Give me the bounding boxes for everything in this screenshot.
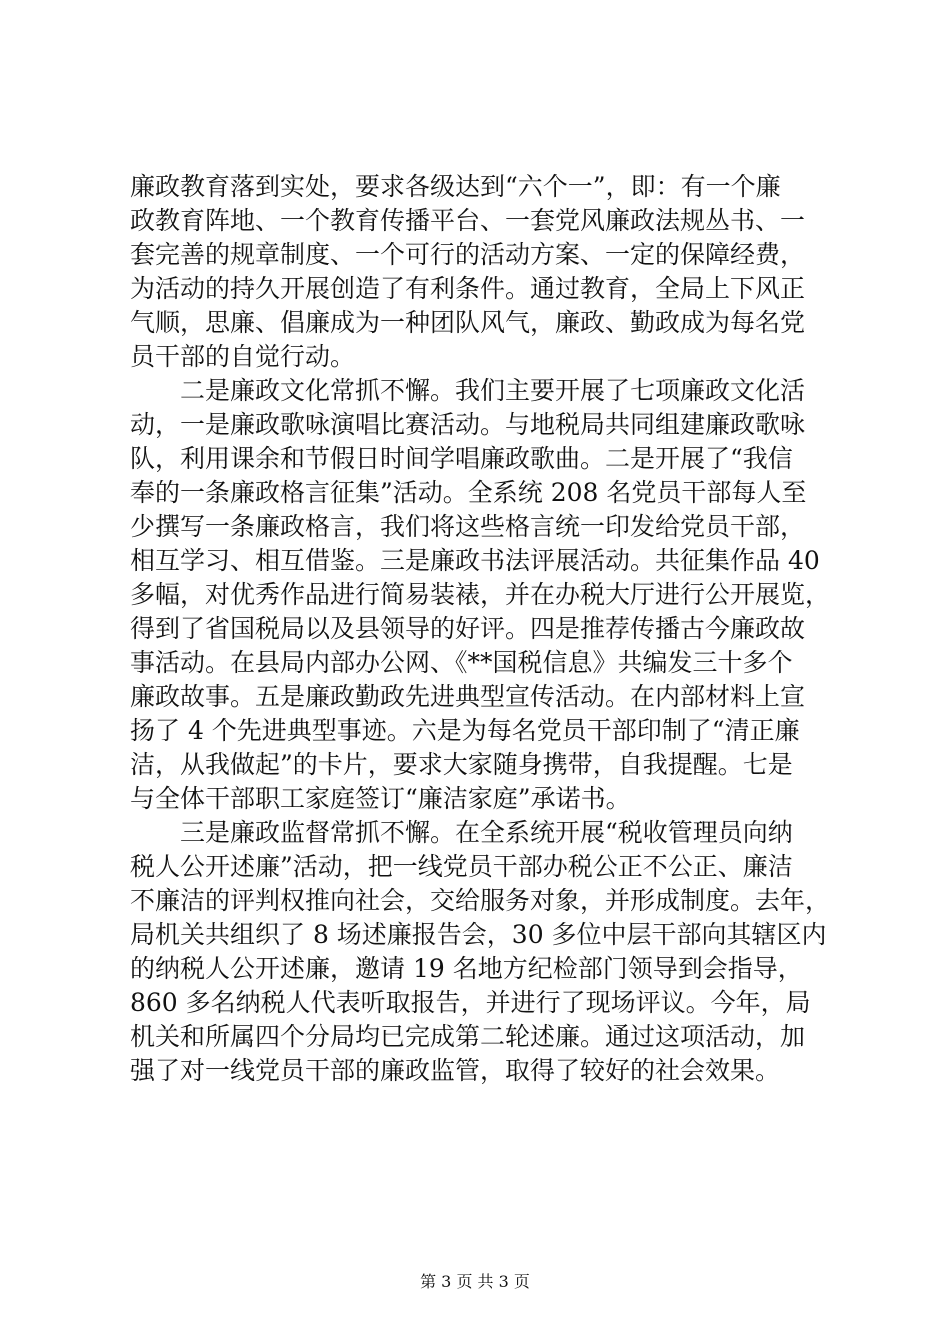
text-line: 为活动的持久开展创造了有利条件。通过教育，全局上下风正 bbox=[130, 274, 806, 303]
text-line: 廉政故事。五是廉政勤政先进典型宣传活动。在内部材料上宣 bbox=[130, 682, 806, 711]
text-line: 洁，从我做起”的卡片，要求大家随身携带，自我提醒。七是 bbox=[130, 750, 793, 779]
text-line: 与全体干部职工家庭签订“廉洁家庭”承诺书。 bbox=[130, 784, 631, 813]
text-line: 局机关共组织了 8 场述廉报告会，30 多位中层干部向其辖区内 bbox=[130, 920, 827, 949]
text-line: 动，一是廉政歌咏演唱比赛活动。与地税局共同组建廉政歌咏 bbox=[130, 410, 806, 439]
text-line: 多幅，对优秀作品进行简易装裱，并在办税大厅进行公开展览， bbox=[130, 580, 831, 609]
text-line: 气顺，思廉、倡廉成为一种团队风气，廉政、勤政成为每名党 bbox=[130, 308, 806, 337]
text-line: 员干部的自觉行动。 bbox=[130, 342, 356, 371]
text-line: 强了对一线党员干部的廉政监管，取得了较好的社会效果。 bbox=[130, 1056, 781, 1085]
text-line: 得到了省国税局以及县领导的好评。四是推荐传播古今廉政故 bbox=[130, 614, 806, 643]
text-line: 廉政教育落到实处，要求各级达到“六个一”，即：有一个廉 bbox=[130, 172, 781, 201]
text-line: 机关和所属四个分局均已完成第二轮述廉。通过这项活动，加 bbox=[130, 1022, 806, 1051]
text-line: 奉的一条廉政格言征集”活动。全系统 208 名党员干部每人至 bbox=[130, 478, 807, 507]
text-line: 不廉洁的评判权推向社会，交给服务对象，并形成制度。去年， bbox=[130, 886, 831, 915]
text-line: 扬了 4 个先进典型事迹。六是为每名党员干部印制了“清正廉 bbox=[130, 716, 800, 745]
text-line: 860 多名纳税人代表听取报告，并进行了现场评议。今年，局 bbox=[130, 988, 811, 1017]
text-line: 政教育阵地、一个教育传播平台、一套党风廉政法规丛书、一 bbox=[130, 206, 806, 235]
text-line: 二是廉政文化常抓不懈。我们主要开展了七项廉政文化活 bbox=[130, 376, 806, 405]
text-line: 的纳税人公开述廉，邀请 19 名地方纪检部门领导到会指导， bbox=[130, 954, 803, 983]
text-line: 三是廉政监督常抓不懈。在全系统开展“税收管理员向纳 bbox=[130, 818, 793, 847]
text-line: 少撰写一条廉政格言，我们将这些格言统一印发给党员干部， bbox=[130, 512, 806, 541]
text-line: 事活动。在县局内部办公网、《**国税信息》共编发三十多个 bbox=[130, 648, 793, 677]
page-footer: 第 3 页 共 3 页 bbox=[420, 1272, 530, 1291]
text-line: 相互学习、相互借鉴。三是廉政书法评展活动。共征集作品 40 bbox=[130, 546, 820, 575]
text-line: 税人公开述廉”活动，把一线党员干部办税公正不公正、廉洁 bbox=[130, 852, 793, 881]
text-line: 套完善的规章制度、一个可行的活动方案、一定的保障经费， bbox=[130, 240, 806, 269]
text-line: 队，利用课余和节假日时间学唱廉政歌曲。二是开展了“我信 bbox=[130, 444, 793, 473]
